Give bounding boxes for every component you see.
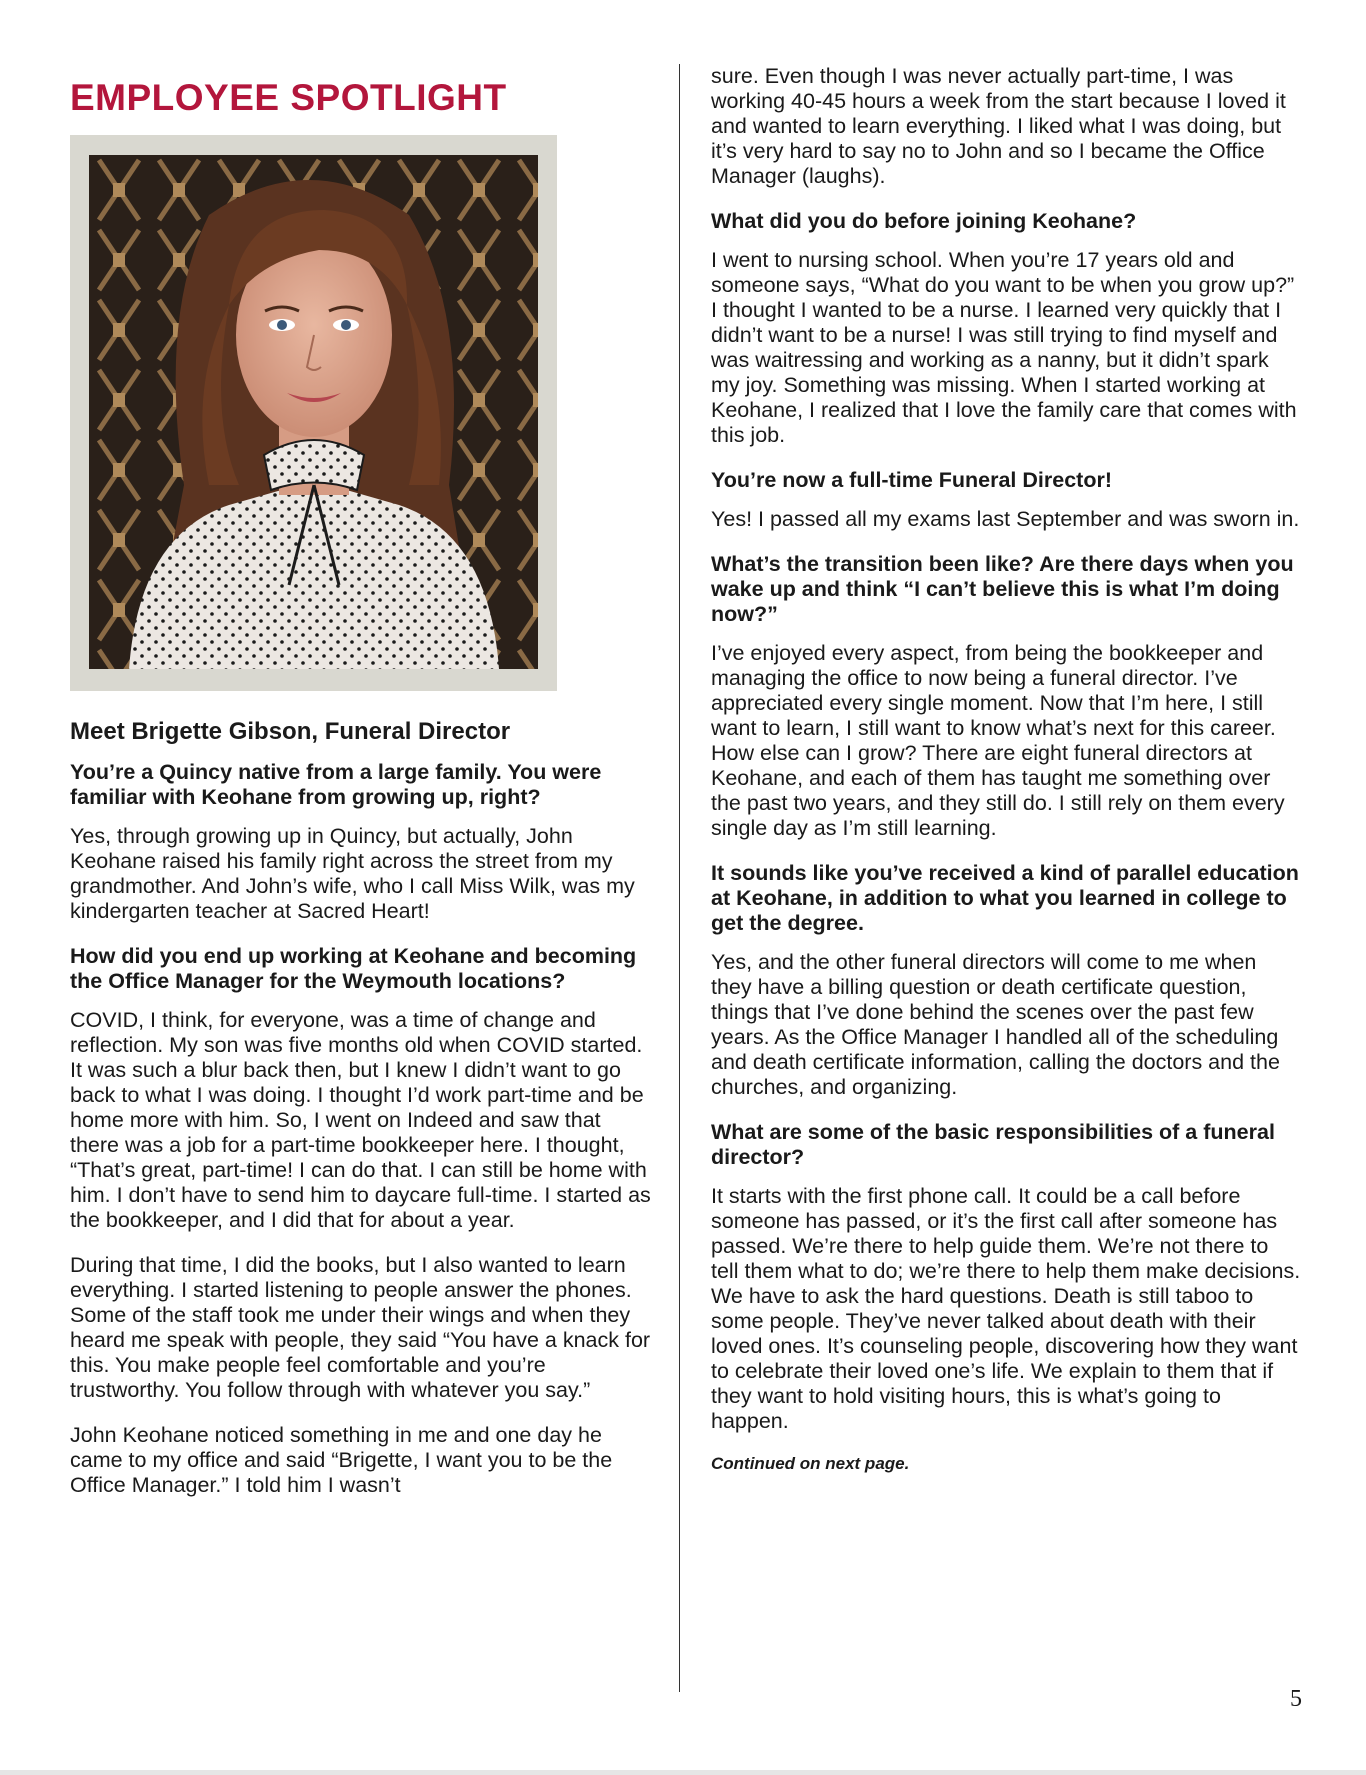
answer-paragraph: Yes, through growing up in Quincy, but actually, John Keohane raised his family right across the street from my grandmother. And John’s wife, who I call Miss Wilk, was my kindergarten teacher at Sacred Heart! xyxy=(70,824,635,924)
right-column xyxy=(711,64,1301,1474)
answer-paragraph: I went to nursing school. When you’re 17 years old and someone says, “What do you want to be when you grow up?” I thought I wanted to be a nurse. I learned very quickly that I didn’t want to be a nurse! I was still trying to find myself and was waitressing and working as a nanny, but it didn’t spark my joy. Something was missing. When I started working at Keohane, I realized that I love the family care that comes with this job. xyxy=(711,248,1297,447)
question-heading: What did you do before joining Keohane? xyxy=(711,209,1137,233)
question-heading: What are some of the basic responsibilities of a funeral director? xyxy=(711,1120,1275,1169)
page-number: 5 xyxy=(1290,1686,1302,1712)
answer-paragraph: I’ve enjoyed every aspect, from being the bookkeeper and managing the office to now being a funeral director. I’ve appreciated every single moment. Now that I’m here, I still want to learn, I still want to know what’s next for this career. How else can I grow? There are eight funeral directors at Keohane, and each of them has taught me something over the past two years, and they still do. I still rely on them every single day as I’m still learning. xyxy=(711,641,1285,840)
portrait-frame xyxy=(70,135,557,691)
continued-answer-paragraph: sure. Even though I was never actually part-time, I was working 40-45 hours a week from the start because I loved it and wanted to learn everything. I liked what I was doing, but it’s very hard to say no to John and so I became the Office Manager (laughs). xyxy=(711,64,1286,188)
answer-paragraph: John Keohane noticed something in me and one day he came to my office and said “Brigette, I want you to be the Office Manager.” I told him I wasn’t xyxy=(70,1423,613,1498)
viewer-bottom-edge xyxy=(0,1770,1366,1775)
question-heading: What’s the transition been like? Are there days when you wake up and think “I can’t believe this is what I’m doing now?” xyxy=(711,552,1294,626)
answer-paragraph: COVID, I think, for everyone, was a time of change and reflection. My son was five months old when COVID started. It was such a blur back then, but I knew I didn’t want to go back to what I was doing. I thought I’d work part-time and be home more with him. So, I went on Indeed and saw that there was a job for a part-time bookkeeper here. I thought, “That’s great, part-time! I can do that. I can still be home with him. I don’t have to send him to daycare full-time. I started as the bookkeeper, and I did that for about a year. xyxy=(70,1008,651,1233)
portrait-photo xyxy=(89,155,538,669)
answer-paragraph: During that time, I did the books, but I also wanted to learn everything. I started listening to people answer the phones. Some of the staff took me under their wings and when they heard me speak with people, they said “You have a knack for this. You make people feel comfortable and you’re trustworthy. You follow through with whatever you say.” xyxy=(70,1253,651,1403)
question-heading: How did you end up working at Keohane and becoming the Office Manager for the Weymouth locations? xyxy=(70,944,637,994)
question-heading: You’re a Quincy native from a large family. You were familiar with Keohane from growing up, right? xyxy=(70,760,602,810)
left-column xyxy=(70,78,655,1518)
question-heading: It sounds like you’ve received a kind of parallel education at Keohane, in addition to what you learned in college to get the degree. xyxy=(711,861,1299,935)
section-title: EMPLOYEE SPOTLIGHT xyxy=(70,77,507,118)
continued-note: Continued on next page. xyxy=(711,1454,910,1473)
interviewee-name-heading: Meet Brigette Gibson, Funeral Director xyxy=(70,717,511,745)
answer-paragraph: It starts with the first phone call. It could be a call before someone has passed, or it’s the first call after someone has passed. We’re there to help guide them. We’re not there to tell them what to do; we’re there to help them make decisions. We have to ask the hard questions. Death is still taboo to some people. They’ve never talked about death with their loved ones. It’s counseling people, discovering how they want to celebrate their loved one’s life. We explain to them that if they want to hold visiting hours, this is what’s going to happen. xyxy=(711,1184,1301,1433)
answer-paragraph: Yes, and the other funeral directors will come to me when they have a billing question or death certificate question, things that I’ve done behind the scenes over the past few years. As the Office Manager I handled all of the scheduling and death certificate information, calling the doctors and the churches, and organizing. xyxy=(711,950,1280,1099)
column-divider xyxy=(679,64,680,1692)
question-heading: You’re now a full-time Funeral Director! xyxy=(711,468,1112,492)
answer-paragraph: Yes! I passed all my exams last September and was sworn in. xyxy=(711,507,1300,531)
